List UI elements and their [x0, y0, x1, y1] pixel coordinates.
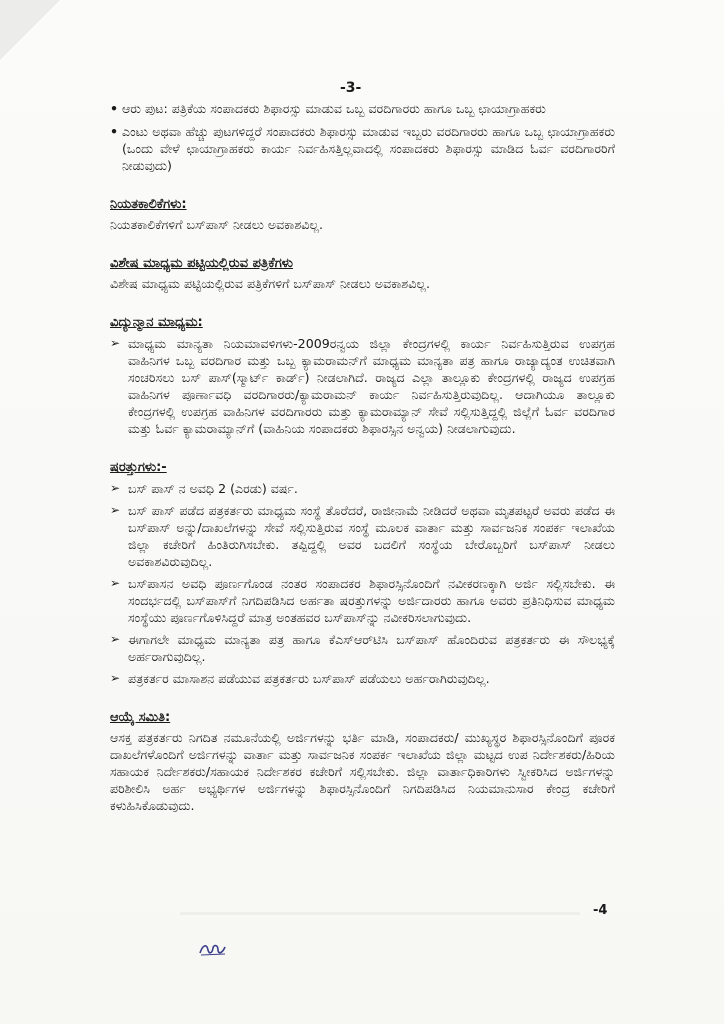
bullet-dot-icon: •	[110, 124, 119, 139]
bullet-dot-icon: •	[110, 101, 119, 116]
list-item	[110, 502, 615, 570]
document-body	[110, 100, 615, 814]
list-item-text: ಬಸ್ ಪಾಸ್ ಪಡೆದ ಪತ್ರಕರ್ತರು ಮಾಧ್ಯಮ ಸಂಸ್ಥೆ ತೊರೆದರೆ, ರಾಜೀನಾಮೆ ನೀಡಿದರೆ ಅಥವಾ ಮೃತಪಟ್ಟರೆ ಅವರು ಪಡೆದ ಈ ಬಸ್‌ಪಾಸ್ ಅನ್ನು/ದಾಖಲೆಗಳನ್ನು ಸೇವೆ ಸಲ್ಲಿಸುತ್ತಿರುವ ಸಂಸ್ಥೆ ಮೂಲಕ ವಾರ್ತಾ ಮತ್ತು ಸಾರ್ವಜನಿಕ ಸಂಪರ್ಕ ಇಲಾಖೆಯ ಜಿಲ್ಲಾ ಕಚೇರಿಗೆ ಹಿಂತಿರುಗಿಸಬೇಕು. ತಪ್ಪಿದ್ದಲ್ಲಿ ಅವರ ಬದಲಿಗೆ ಸಂಸ್ಥೆಯ ಬೇರೊಬ್ಬರಿಗೆ ಬಸ್‌ಪಾಸ್ ನೀಡಲು ಅವಕಾಶವಿರುವುದಿಲ್ಲ.	[128, 503, 615, 569]
list-item	[110, 670, 615, 687]
section-heading-special-media: ವಿಶೇಷ ಮಾಧ್ಯಮ ಪಟ್ಟಿಯಲ್ಲಿರುವ ಪತ್ರಿಕೆಗಳು	[110, 256, 293, 271]
list-item-text: ಪತ್ರಕರ್ತರ ಮಾಸಾಶನ ಪಡೆಯುವ ಪತ್ರಕರ್ತರು ಬಸ್‌ಪಾಸ್ ಪಡೆಯಲು ಅರ್ಹರಾಗಿರುವುದಿಲ್ಲ.	[128, 671, 490, 686]
selection-committee-text: ಆಸಕ್ತ ಪತ್ರಕರ್ತರು ನಿಗದಿತ ನಮೂನೆಯಲ್ಲಿ ಅರ್ಜಿಗಳನ್ನು ಭರ್ತಿ ಮಾಡಿ, ಸಂಪಾದಕರು/ ಮುಖ್ಯಸ್ಥರ ಶಿಫಾರಸ್ಸಿನೊಂದಿಗೆ ಪೂರಕ ದಾಖಲೆಗಳೊಂದಿಗೆ ಅರ್ಜಿಗಳನ್ನು ವಾರ್ತಾ ಮತ್ತು ಸಾರ್ವಜನಿಕ ಸಂಪರ್ಕ ಇಲಾಖೆಯ ಜಿಲ್ಲಾ ಮಟ್ಟದ ಉಪ ನಿರ್ದೇಶಕರು/ಹಿರಿಯ ಸಹಾಯಕ ನಿರ್ದೇಶಕರು/ಸಹಾಯಕ ನಿರ್ದೇಶಕರ ಕಚೇರಿಗೆ ಸಲ್ಲಿಸಬೇಕು. ಜಿಲ್ಲಾ ವಾರ್ತಾಧಿಕಾರಿಗಳು ಸ್ವೀಕರಿಸಿದ ಅರ್ಜಿಗಳನ್ನು ಪರಿಶೀಲಿಸಿ ಅರ್ಹ ಅಭ್ಯರ್ಥಿಗಳ ಅರ್ಜಿಗಳನ್ನು ಶಿಫಾರಸ್ಸಿನೊಂದಿಗೆ ನಿಗದಿಪಡಿಸಿದ ನಿಯಮಾನುಸಾರ ಕೇಂದ್ರ ಕಚೇರಿಗೆ ಕಳುಹಿಸಿಕೊಡುವುದು.	[110, 730, 615, 813]
list-item-text: ಬಸ್‌ಪಾಸನ ಅವಧಿ ಪೂರ್ಣಗೊಂಡ ನಂತರ ಸಂಪಾದಕರ ಶಿಫಾರಸ್ಸಿನೊಂದಿಗೆ ನವೀಕರಣಕ್ಕಾಗಿ ಅರ್ಜಿ ಸಲ್ಲಿಸಬೇಕು. ಈ ಸಂದರ್ಭದಲ್ಲಿ ಬಸ್‌ಪಾಸ್‌ಗೆ ನಿಗದಿಪಡಿಸಿದ ಅರ್ಹತಾ ಷರತ್ತುಗಳನ್ನು ಅರ್ಜಿದಾರರು ಹಾಗೂ ಅವರು ಪ್ರತಿನಿಧಿಸುವ ಮಾಧ್ಯಮ ಸಂಸ್ಥೆಯು ಪೂರ್ಣಗೊಳಿಸಿದ್ದರೆ ಮಾತ್ರ ಅಂತಹವರ ಬಸ್‌ಪಾಸ್‌ನ್ನು ನವೀಕರಿಸಲಾಗುವುದು.	[128, 576, 615, 625]
page-fold-shadow	[0, 0, 60, 60]
arrow-bullet-icon: ➢	[110, 671, 121, 685]
intro-bullet-text: ಆರು ಪುಟ: ಪತ್ರಿಕೆಯ ಸಂಪಾದಕರು ಶಿಫಾರಸ್ಸು ಮಾಡುವ ಒಬ್ಬ ವರದಿಗಾರರು ಹಾಗೂ ಒಬ್ಬ ಛಾಯಾಗ್ರಾಹಕರು	[122, 101, 546, 116]
electronic-media-list	[110, 335, 615, 437]
list-item	[110, 631, 615, 665]
conditions-list	[110, 480, 615, 687]
list-item	[110, 335, 615, 437]
intro-bullet	[110, 100, 615, 117]
periodicals-text: ನಿಯತಕಾಲಿಕೆಗಳಿಗೆ ಬಸ್‌ಪಾಸ್ ನೀಡಲು ಅವಕಾಶವಿಲ್ಲ.	[110, 217, 324, 232]
list-item	[110, 480, 615, 497]
arrow-bullet-icon: ➢	[110, 336, 121, 350]
bleed-through-line	[180, 912, 580, 915]
list-item-text: ಬಸ್ ಪಾಸ್ ನ ಅವಧಿ 2 (ಎರಡು) ವರ್ಷ.	[128, 481, 298, 496]
intro-bullet	[110, 123, 615, 174]
intro-bullet-text: ಎಂಟು ಅಥವಾ ಹೆಚ್ಚು ಪುಟಗಳಿದ್ದರೆ ಸಂಪಾದಕರು ಶಿಫಾರಸ್ಸು ಮಾಡುವ ಇಬ್ಬರು ವರದಿಗಾರರು ಹಾಗೂ ಒಬ್ಬ ಛಾಯಾಗ್ರಾಹಕರು (ಒಂದು ವೇಳೆ ಛಾಯಾಗ್ರಾಹಕರು ಕಾರ್ಯ ನಿರ್ವಹಿಸತ್ತಿಲ್ಲವಾದಲ್ಲಿ ಸಂಪಾದಕರು ಶಿಫಾರಸ್ಸು ಮಾಡಿದ ಓರ್ವ ವರದಿಗಾರರಿಗೆ ನೀಡುವುದು)	[122, 124, 615, 173]
page-number: -3-	[340, 80, 362, 96]
section-heading-selection-committee: ಆಯ್ಕೆ ಸಮಿತಿ:	[110, 710, 171, 725]
list-item-text: ಮಾಧ್ಯಮ ಮಾನ್ಯತಾ ನಿಯಮಾವಳಿಗಳು-2009ರನ್ವಯ ಜಿಲ್ಲಾ ಕೇಂದ್ರಗಳಲ್ಲಿ ಕಾರ್ಯ ನಿರ್ವಹಿಸುತ್ತಿರುವ ಉಪಗ್ರಹ ವಾಹಿನಿಗಳ ಒಬ್ಬ ವರದಿಗಾರ ಮತ್ತು ಒಬ್ಬ ಕ್ಯಾಮರಾಮನ್‌ಗೆ ಮಾಧ್ಯಮ ಮಾನ್ಯತಾ ಪತ್ರ ಹಾಗೂ ರಾಜ್ಯಾದ್ಯಂತ ಉಚಿತವಾಗಿ ಸಂಚರಿಸಲು ಬಸ್ ಪಾಸ್(ಸ್ಮಾರ್ಟ್ ಕಾರ್ಡ್) ನೀಡಲಾಗಿದೆ. ರಾಜ್ಯದ ಎಲ್ಲಾ ತಾಲ್ಲೂಕು ಕೇಂದ್ರಗಳಲ್ಲಿ ರಾಜ್ಯದ ಉಪಗ್ರಹ ವಾಹಿನಿಗಳ ಪೂರ್ಣಾವಧಿ ವರದಿಗಾರರು/ಕ್ಯಾಮರಾಮನ್ ಕಾರ್ಯ ನಿರ್ವಹಿಸುತ್ತಿರುವುದಿಲ್ಲ. ಆದಾಗಿಯೂ ತಾಲ್ಲೂಕು ಕೇಂದ್ರಗಳಲ್ಲಿ ಉಪಗ್ರಹ ವಾಹಿನಿಗಳ ವರದಿಗಾರರು ಮತ್ತು ಕ್ಯಾಮರಾಮ್ಯಾನ್ ಸೇವೆ ಸಲ್ಲಿಸುತ್ತಿದ್ದಲ್ಲಿ ಜಿಲ್ಲೆಗೆ ಓರ್ವ ವರದಿಗಾರ ಮತ್ತು ಓರ್ವ ಕ್ಯಾಮರಾಮ್ಯಾನ್‌ಗೆ (ವಾಹಿನಿಯ ಸಂಪಾದಕರು ಶಿಫಾರಸ್ಸಿನ ಅನ್ವಯ) ನೀಡಲಾಗುವುದು.	[128, 336, 615, 436]
initials-signature	[198, 942, 228, 956]
next-page-marker: -4	[593, 903, 608, 918]
section-heading-periodicals: ನಿಯತಕಾಲಿಕೆಗಳು:	[110, 197, 187, 212]
arrow-bullet-icon: ➢	[110, 576, 121, 590]
list-item-text: ಈಗಾಗಲೇ ಮಾಧ್ಯಮ ಮಾನ್ಯತಾ ಪತ್ರ ಹಾಗೂ ಕೆಎಸ್‌ಆರ್‌ಟಿಸಿ ಬಸ್‌ಪಾಸ್ ಹೊಂದಿರುವ ಪತ್ರಕರ್ತರು ಈ ಸೌಲಭ್ಯಕ್ಕೆ ಅರ್ಹರಾಗುವುದಿಲ್ಲ.	[128, 632, 615, 664]
arrow-bullet-icon: ➢	[110, 503, 121, 517]
list-item	[110, 575, 615, 626]
arrow-bullet-icon: ➢	[110, 632, 121, 646]
arrow-bullet-icon: ➢	[110, 481, 121, 495]
section-heading-electronic-media: ವಿದ್ಯುನ್ಮಾನ ಮಾಧ್ಯಮ:	[110, 315, 203, 330]
special-media-text: ವಿಶೇಷ ಮಾಧ್ಯಮ ಪಟ್ಟಿಯಲ್ಲಿರುವ ಪತ್ರಿಕೆಗಳಿಗೆ ಬಸ್‌ಪಾಸ್ ನೀಡಲು ಅವಕಾಶವಿಲ್ಲ.	[110, 276, 430, 291]
section-heading-conditions: ಷರತ್ತುಗಳು:-	[110, 460, 167, 475]
